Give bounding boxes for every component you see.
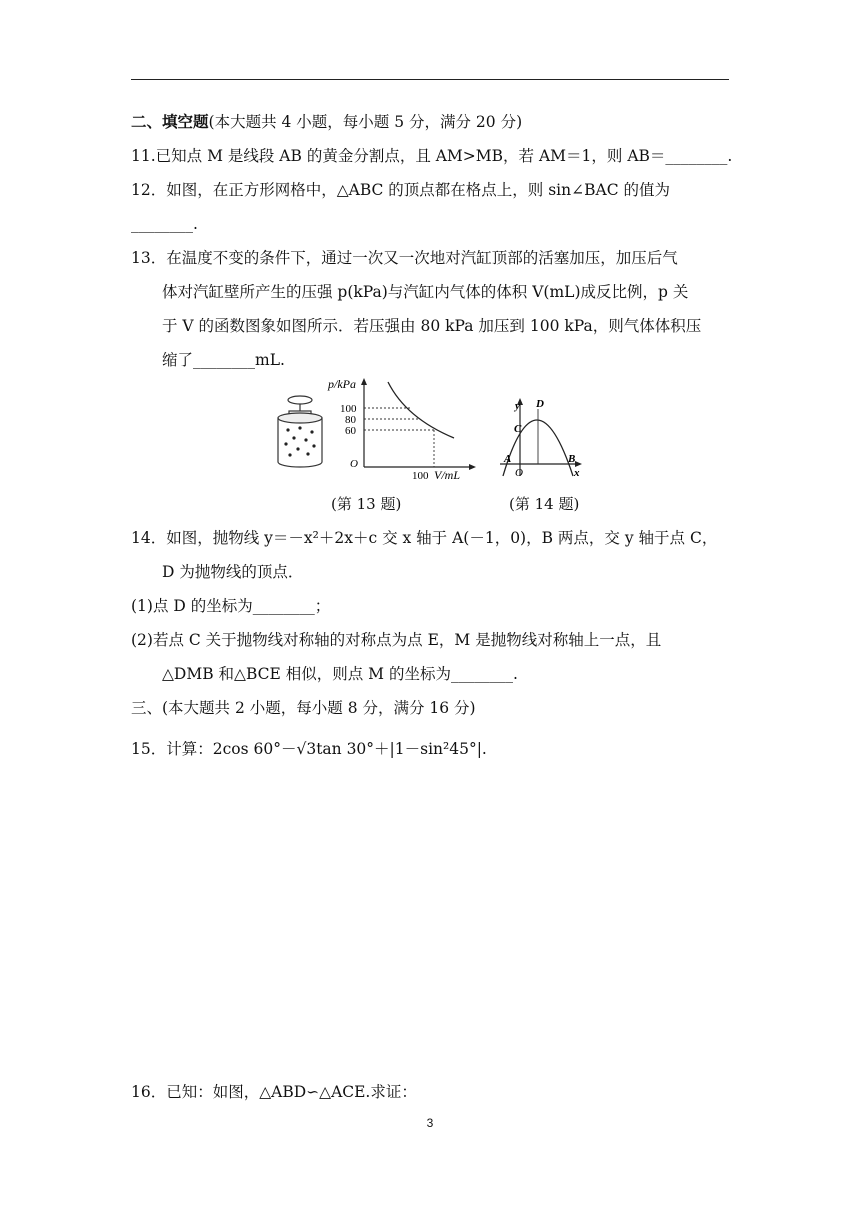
fig14-graph (498, 394, 588, 478)
fig14-caption: (第 14 题) (509, 495, 580, 513)
section2-info: (本大题共 4 小题，每小题 5 分，满分 20 分) (208, 113, 523, 131)
question-13-line4: 缩了________mL. (162, 351, 285, 369)
question-14-part1: (1)点 D 的坐标为________； (131, 597, 331, 615)
section3-title: 三、(本大题共 2 小题，每小题 8 分，满分 16 分) (131, 699, 476, 717)
fig13-y-axis-label: p/kPa (328, 377, 356, 391)
fig14-b-label: B (568, 453, 576, 465)
question-13-line2: 体对汽缸壁所产生的压强 p(kPa)与汽缸内气体的体积 V(mL)成反比例，p 关 (162, 283, 689, 301)
fig14-d-label: D (536, 398, 544, 410)
fig13-cylinder (270, 392, 330, 472)
fig13-x-axis-label: V/mL (434, 468, 461, 482)
question-14-line1: 14．如图，抛物线 y＝－x²＋2x＋c 交 x 轴于 A(－1，0)，B 两点，交 y 轴于点 C， (131, 529, 718, 547)
fig14-c-label: C (514, 423, 522, 435)
fig13-origin: O (350, 458, 358, 470)
fig13-xtick-100: 100 (412, 470, 429, 482)
fig14-y-label: y (515, 400, 520, 412)
question-15: 15．计算：2cos 60°－√3tan 30°＋|1－sin²45°|. (131, 740, 487, 758)
fig14-x-label: x (574, 467, 580, 478)
question-12-line2: ________. (131, 215, 198, 233)
question-12-line1: 12．如图，在正方形网格中，△ABC 的顶点都在格点上，则 sin∠BAC 的值为 (131, 181, 670, 199)
fig14-o-label: O (515, 467, 523, 478)
question-14-part2-line1: (2)若点 C 关于抛物线对称轴的对称点为点 E，M 是抛物线对称轴上一点，且 (131, 631, 662, 649)
fig13-ytick-60: 60 (345, 425, 356, 437)
fig14-a-label: A (504, 453, 512, 465)
fig13-ytick-80: 80 (345, 414, 356, 426)
question-14-line2: D 为抛物线的顶点． (162, 563, 304, 581)
question-14-part2-line2: △DMB 和△BCE 相似，则点 M 的坐标为________. (162, 665, 518, 683)
question-11: 11.已知点 M 是线段 AB 的黄金分割点，且 AM>MB，若 AM＝1，则 AB＝________. (131, 147, 733, 165)
page-number: 3 (426, 1116, 434, 1130)
header-rule (131, 79, 729, 80)
section2-heading: 二、填空题 (131, 113, 209, 131)
fig13-graph (326, 376, 476, 486)
question-16: 16．已知：如图，△ABD∽△ACE.求证： (131, 1083, 417, 1101)
section2-title (131, 112, 522, 132)
fig13-caption: (第 13 题) (331, 495, 402, 513)
question-13-line3: 于 V 的函数图象如图所示．若压强由 80 kPa 加压到 100 kPa，则气体体积压 (162, 317, 702, 335)
fig13-ytick-100: 100 (340, 403, 357, 415)
question-13-line1: 13．在温度不变的条件下，通过一次又一次地对汽缸顶部的活塞加压，加压后气 (131, 249, 678, 267)
